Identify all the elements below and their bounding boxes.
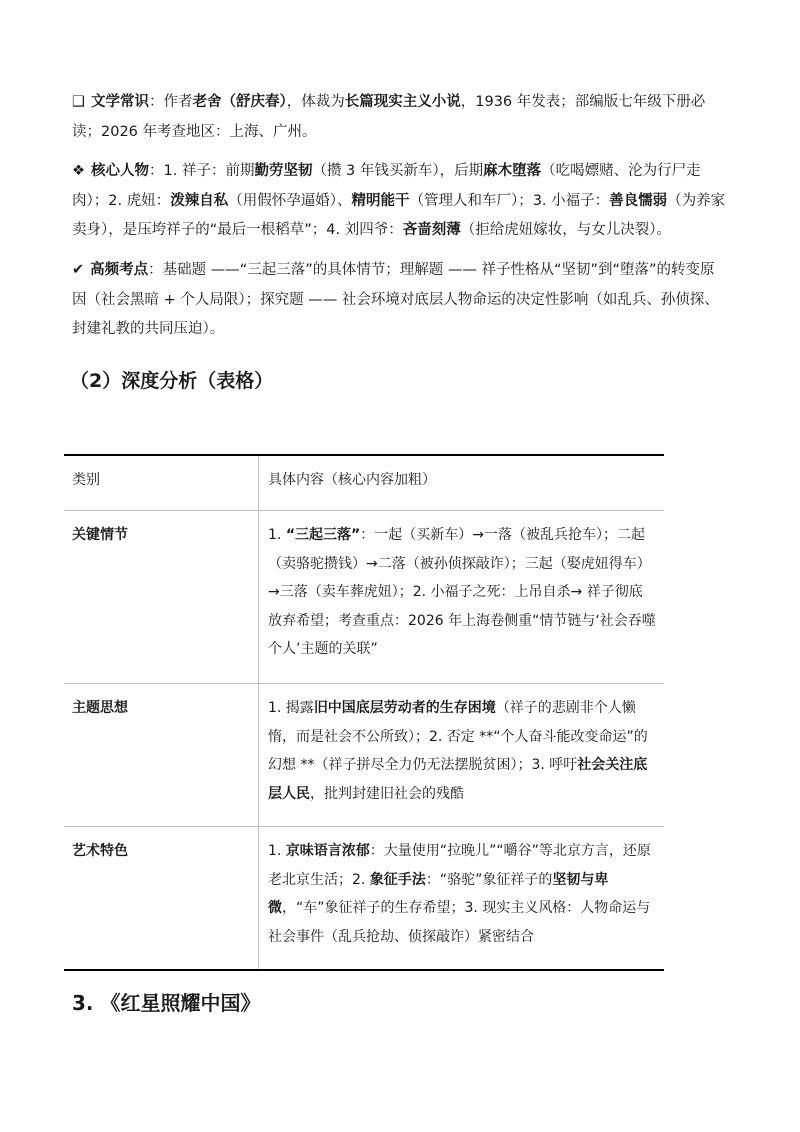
text-segment: ，“车”象征祥子的生存希望；3. 现实主义风格：人物命运与社会事件（乱兵抢劫、侦探敲诈）紧密结合: [268, 900, 651, 945]
row-content: [259, 684, 665, 827]
checkbox-icon: ❑: [72, 94, 85, 110]
bold-text-segment: 勤劳坚韧: [254, 163, 313, 179]
text-segment: （吃喝嫖赌、沦为行尸走肉）；2. 虎妞：: [72, 163, 701, 209]
characters-paragraph: [72, 157, 728, 246]
text-segment: （攒 3 年钱买新车），后期: [312, 163, 484, 179]
table-row: [64, 684, 664, 827]
diamond-bullet-icon: ❖: [72, 163, 85, 179]
row-category: 艺术特色: [64, 827, 259, 971]
text-segment: 1.: [268, 843, 286, 859]
literature-text: [72, 94, 705, 140]
text-segment: ：大量使用“拉晚儿”“嚼谷”等北京方言，还原老北京生活；2.: [268, 843, 651, 888]
exam-points-text: [72, 262, 719, 337]
characters-text: [72, 163, 725, 238]
table-row: [64, 511, 664, 684]
bold-text-segment: 长篇现实主义小说: [344, 94, 461, 110]
bold-text-segment: 麻木堕落: [483, 163, 542, 179]
text-segment: （拒给虎妞嫁妆，与女儿决裂）。: [460, 222, 671, 238]
section-heading: （2）深度分析（表格）: [70, 370, 274, 392]
table-row: [64, 827, 664, 971]
bold-text-segment: 坚韧与卑微: [268, 871, 609, 916]
header-category: 类别: [64, 455, 259, 511]
header-content: 具体内容（核心内容加粗）: [259, 455, 665, 511]
bold-text-segment: 文学常识: [91, 94, 149, 110]
text-segment: ，体裁为: [286, 94, 345, 110]
literature-paragraph: [72, 88, 728, 147]
bold-text-segment: 精明能干: [351, 192, 410, 209]
text-segment: ：作者: [149, 94, 193, 110]
row-content: [259, 827, 665, 971]
bold-text-segment: 京味语言浓郁: [285, 843, 370, 859]
analysis-table: [64, 454, 664, 971]
bold-text-segment: 高频考点: [90, 262, 149, 278]
next-section-heading: 3. 《红星照耀中国》: [72, 991, 261, 1015]
row-category: 关键情节: [64, 511, 259, 684]
text-segment: ：一起（买新车）→一落（被乱兵抢车）；二起（卖骆驼攒钱）→二落（被孙侦探敲诈）；三起（娶虎妞得车）→三落（卖车葬虎妞）；2. 小福子之死：上吊自杀→ 祥子彻底放弃希望；考查重点：2026 年上海卷侧重“情节链与‘社会吞噬个人’主题的关联”: [268, 527, 656, 657]
bold-text-segment: 泼辣自私: [170, 192, 229, 209]
bold-text-segment: 吝啬刻薄: [402, 222, 461, 238]
text-segment: （管理人和车厂）；3. 小福子：: [409, 192, 610, 209]
bold-text-segment: “三起三落”: [285, 527, 361, 543]
text-segment: （祥子的悲剧非个人懒惰，而是社会不公所致）；2. 否定 **“个人奋斗能改变命运”的幻想 **（祥子拼尽全力仍无法摆脱贫困）；3. 呼吁: [268, 700, 648, 773]
checkmark-icon: ✔: [72, 262, 85, 278]
bold-text-segment: 旧中国底层劳动者的生存困境: [313, 700, 496, 716]
text-segment: ，批判封建旧社会的残酷: [310, 785, 464, 802]
bold-text-segment: 老舍（舒庆春）: [192, 94, 287, 110]
text-segment: 1. 揭露: [268, 700, 314, 716]
bold-text-segment: 社会关注底层人民: [268, 757, 648, 802]
bold-text-segment: 象征手法: [369, 871, 426, 888]
text-segment: ：1. 祥子：前期: [149, 163, 255, 179]
text-segment: （用假怀孕逼婚）、: [228, 192, 352, 209]
row-content: [259, 511, 665, 684]
row-category: 主题思想: [64, 684, 259, 827]
bold-text-segment: 善良懦弱: [609, 192, 668, 209]
text-segment: ，1936 年发表；部编版七年级下册必读；2026 年考查地区：上海、广州。: [72, 94, 706, 140]
text-segment: ：基础题 ——“三起三落”的具体情节；理解题 —— 祥子性格从“坚韧”到“堕落”的转变原因（社会黑暗 + 个人局限）；探究题 —— 社会环境对底层人物命运的决定性影响（如乱兵、孙侦探、封建礼教的共同压迫）。: [72, 262, 719, 337]
text-segment: （为养家卖身），是压垮祥子的“最后一根稻草”；4. 刘四爷：: [72, 192, 726, 238]
exam-points-paragraph: [72, 256, 728, 345]
bold-text-segment: 核心人物: [91, 163, 149, 179]
text-segment: 1.: [268, 527, 286, 543]
text-segment: ：“骆驼”象征祥子的: [425, 871, 553, 888]
table-header-row: [64, 455, 664, 511]
